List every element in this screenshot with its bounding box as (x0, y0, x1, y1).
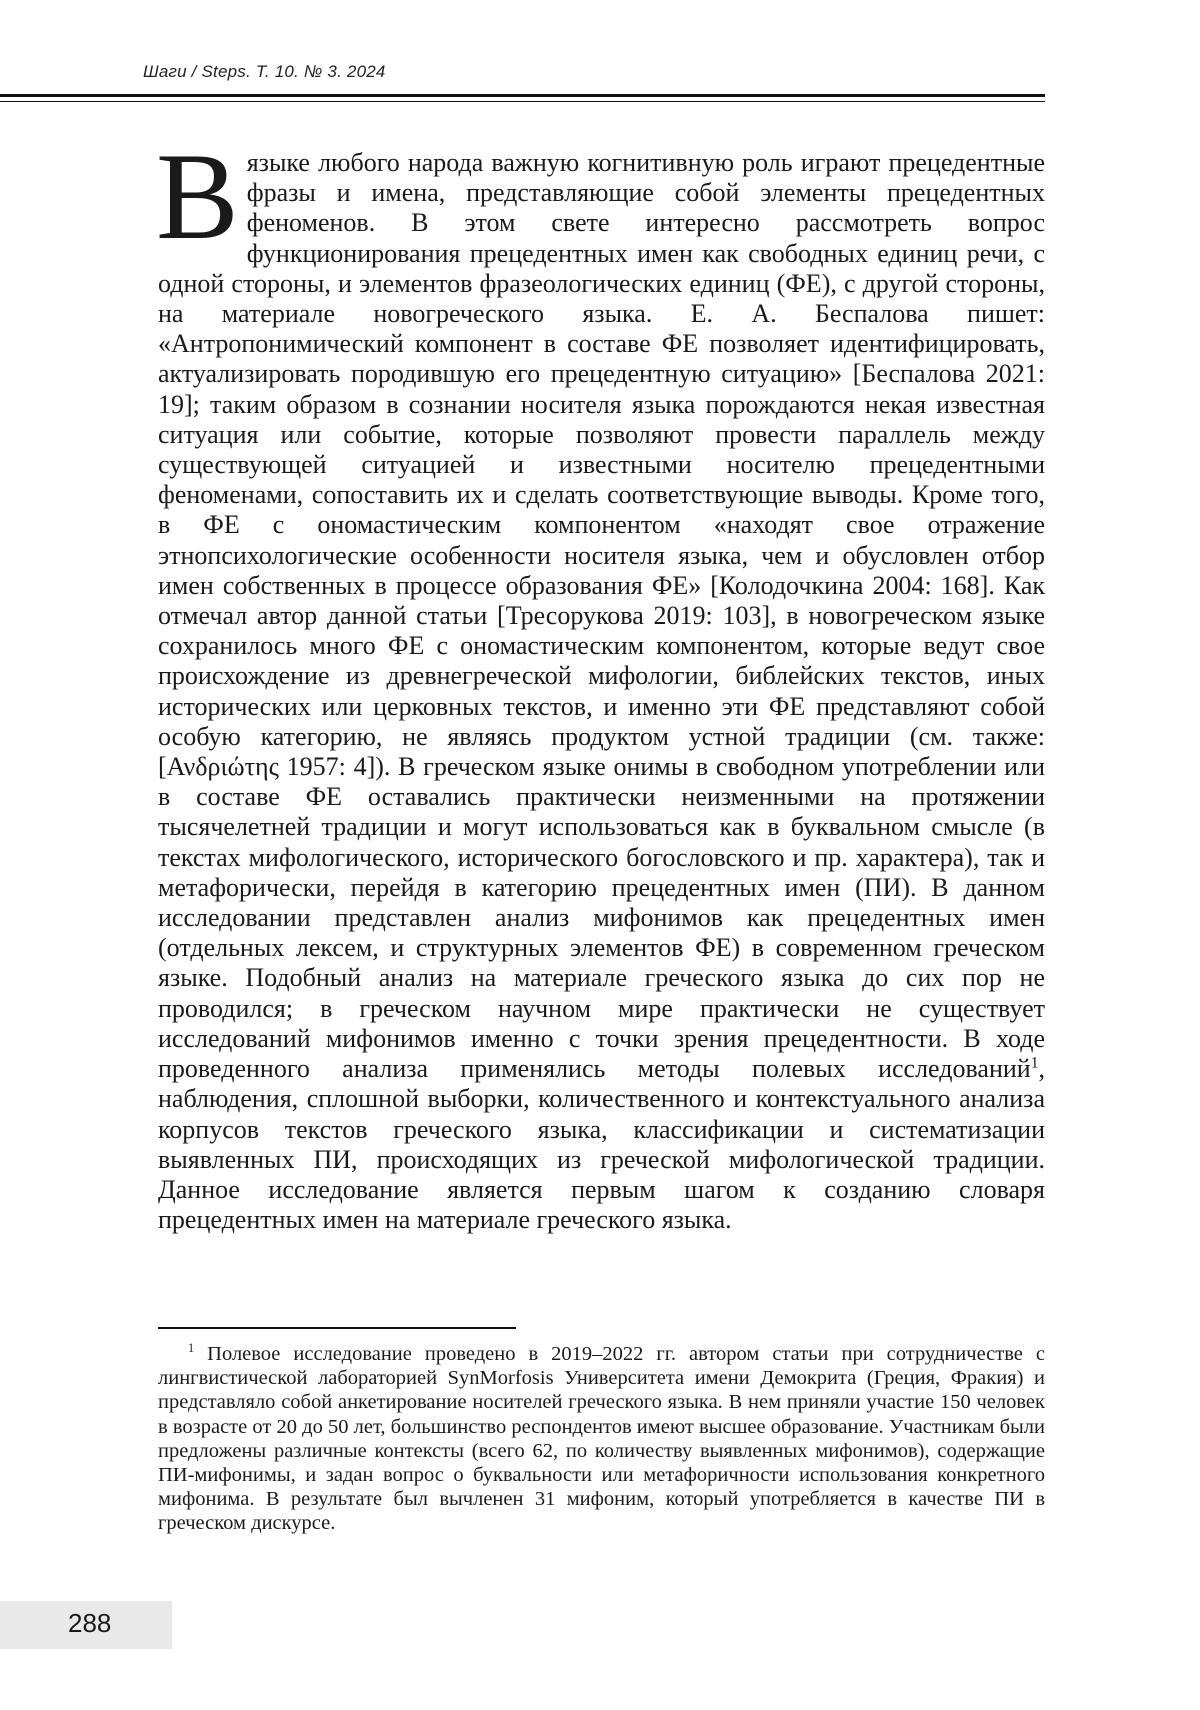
paragraph-text-part-2: , наблюдения, сплошной выборки, количественного и контекстуального анализа корпусов текстов греческого языка, классификации и систематизации выявленных ПИ, происходящих из греческой мифологической традиции. Данное исследование является первым шагом к созданию словаря прецедентных имен на материале греческого языка. (158, 1054, 1045, 1234)
paragraph-text-part-1: языке любого народа важную когнитивную роль играют прецедентные фразы и имена, представляющие собой элементы прецедентных феноменов. В этом свете интересно рассмотреть вопрос функционирования прецедентных имен как свободных единиц речи, с одной стороны, и элементов фразеологических единиц (ФЕ), с другой стороны, на материале новогреческого языка. Е. А. Беспалова пишет: «Антропонимический компонент в составе ФЕ позволяет идентифицировать, актуализировать породившую его прецедентную ситуацию» [Беспалова 2021: 19]; таким образом в сознании носителя языка порождаются некая известная ситуация или событие, которые позволяют провести параллель между существующей ситуацией и известными носителю прецедентными феноменами, сопоставить их и сделать соответствующие выводы. Кроме того, в ФЕ с ономастическим компонентом «находят свое отражение этнопсихологические особенности носителя языка, чем и обусловлен отбор имен собственных в процессе образования ФЕ» [Колодочкина 2004: 168]. Как отмечал автор данной статьи [Тресорукова 2019: 103], в новогреческом языке сохранилось много ФЕ с ономастическим компонентом, которые ведут свое происхождение из древнегреческой мифологии, библейских текстов, иных исторических или церковных текстов, и именно эти ФЕ представляют собой особую категорию, не являясь продуктом устной традиции (см. также: [Ανδριώτης 1957: 4]). В греческом языке онимы в свободном употреблении или в составе ФЕ оставались практически неизменными на протяжении тысячелетней традиции и могут использоваться как в буквальном смысле (в текстах мифологического, исторического богословского и пр. характера), так и метафорически, перейдя в категорию прецедентных имен (ПИ). В данном исследовании представлен анализ мифонимов как прецедентных имен (отдельных лексем, и структурных элементов ФЕ) в современном греческом языке. Подобный анализ на материале греческого языка до сих пор не проводился; в греческом научном мире практически не существует исследований мифонимов именно с точки зрения прецедентности. В ходе проведенного анализа применялись методы полевых исследований (158, 148, 1045, 1083)
drop-cap: В (156, 152, 239, 242)
footnote-marker: 1 (188, 1341, 194, 1355)
footnote-reference[interactable]: 1 (1031, 1054, 1039, 1071)
header-rule-thin (0, 101, 1045, 102)
page-number: 288 (68, 1608, 111, 1639)
footnote (158, 1342, 1045, 1536)
main-paragraph (158, 148, 1045, 1235)
running-header: Шаги / Steps. Т. 10. № 3. 2024 (143, 62, 386, 82)
footnote-text: Полевое исследование проведено в 2019–2022 гг. автором статьи при сотрудничестве с лингвистической лабораторией SynMorfosis Университета имени Демокрита (Греция, Фракия) и представляло собой анкетирование носителей греческого языка. В нем приняли участие 150 человек в возрасте от 20 до 50 лет, большинство респондентов имеют высшее образование. Участникам были предложены различные контексты (всего 62, по количеству выявленных мифонимов), содержащие ПИ-мифонимы, и задан вопрос о буквальности или метафоричности использования конкретного мифонима. В результате был вычленен 31 мифоним, который употребляется в качестве ПИ в греческом дискурсе. (158, 1343, 1045, 1534)
footnote-separator (158, 1327, 516, 1329)
header-rule-thick (0, 94, 1045, 97)
